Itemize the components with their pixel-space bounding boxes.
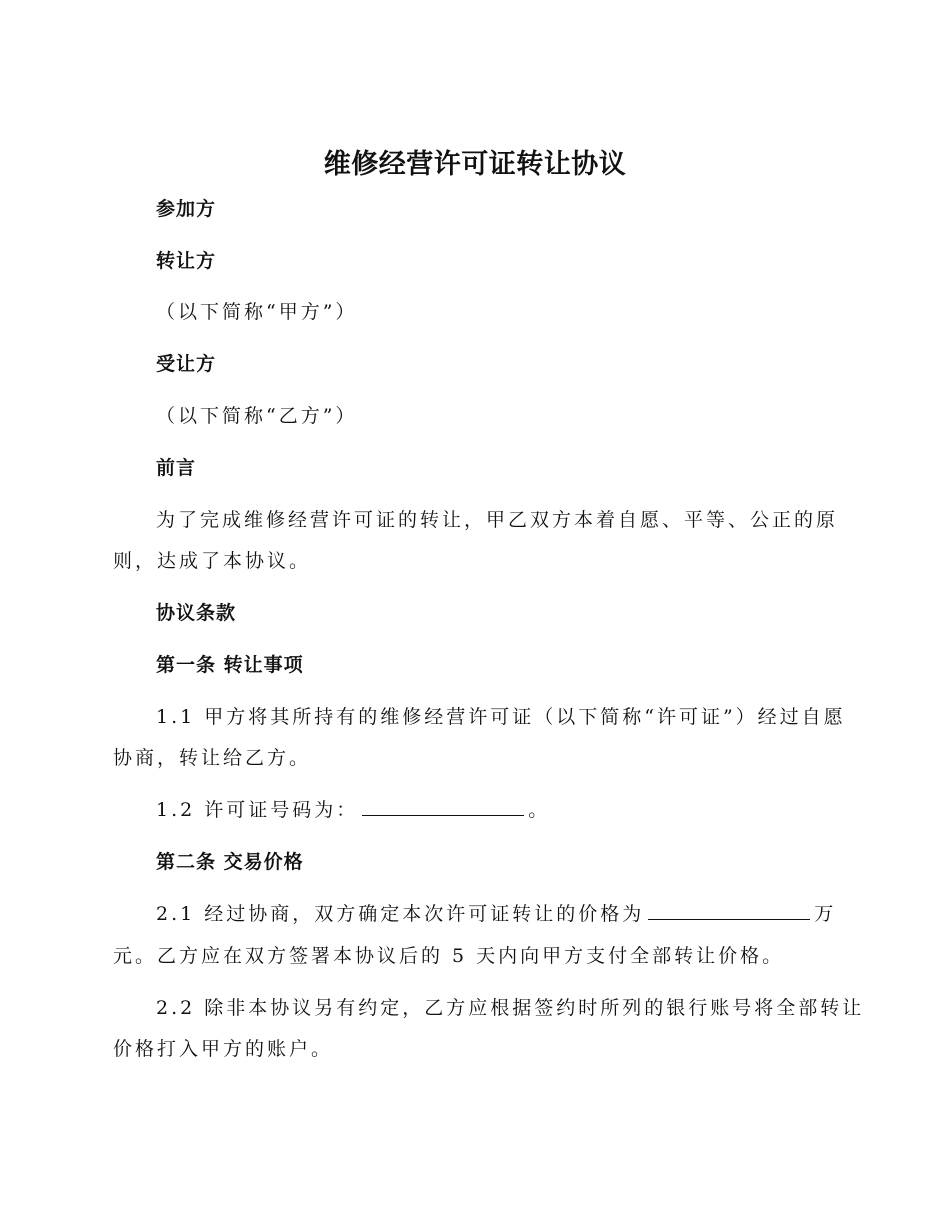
transferor-heading: 转让方 xyxy=(156,250,217,272)
transferee-heading: 受让方 xyxy=(156,353,217,375)
preface-paragraph-line1: 为了完成维修经营许可证的转让，甲乙双方本着自愿、平等、公正的原 xyxy=(156,509,839,531)
article2-heading: 第二条 交易价格 xyxy=(156,851,304,873)
transferee-alias: （以下简称“乙方”） xyxy=(156,405,358,427)
license-number-blank xyxy=(362,799,524,816)
clause-2-1-suffix: 万 xyxy=(814,903,837,925)
parties-heading: 参加方 xyxy=(156,198,217,220)
price-blank xyxy=(648,903,810,920)
document-title: 维修经营许可证转让协议 xyxy=(323,149,627,180)
transferor-alias: （以下简称“甲方”） xyxy=(156,301,358,323)
clause-1-2-prefix: 1.2 许可证号码为： xyxy=(156,799,359,821)
terms-heading: 协议条款 xyxy=(156,602,237,624)
clause-2-1-line1 xyxy=(156,899,836,926)
clause-1-2 xyxy=(156,795,550,822)
article1-heading: 第一条 转让事项 xyxy=(156,654,304,676)
clause-2-2-line1: 2.2 除非本协议另有约定，乙方应根据签约时所列的银行账号将全部转让 xyxy=(156,997,865,1019)
clause-1-2-suffix: 。 xyxy=(528,799,551,821)
preface-heading: 前言 xyxy=(156,457,197,479)
clause-2-1-prefix: 2.1 经过协商，双方确定本次许可证转让的价格为 xyxy=(156,903,645,925)
clause-1-1-line1: 1.1 甲方将其所持有的维修经营许可证（以下简称“许可证”）经过自愿 xyxy=(156,706,846,728)
clause-2-2-line2: 价格打入甲方的账户。 xyxy=(113,1038,334,1060)
clause-1-1-line2: 协商，转让给乙方。 xyxy=(113,747,312,769)
clause-2-1-line2: 元。乙方应在双方签署本协议后的 5 天内向甲方支付全部转让价格。 xyxy=(113,945,785,967)
preface-paragraph-line2: 则，达成了本协议。 xyxy=(113,550,312,572)
